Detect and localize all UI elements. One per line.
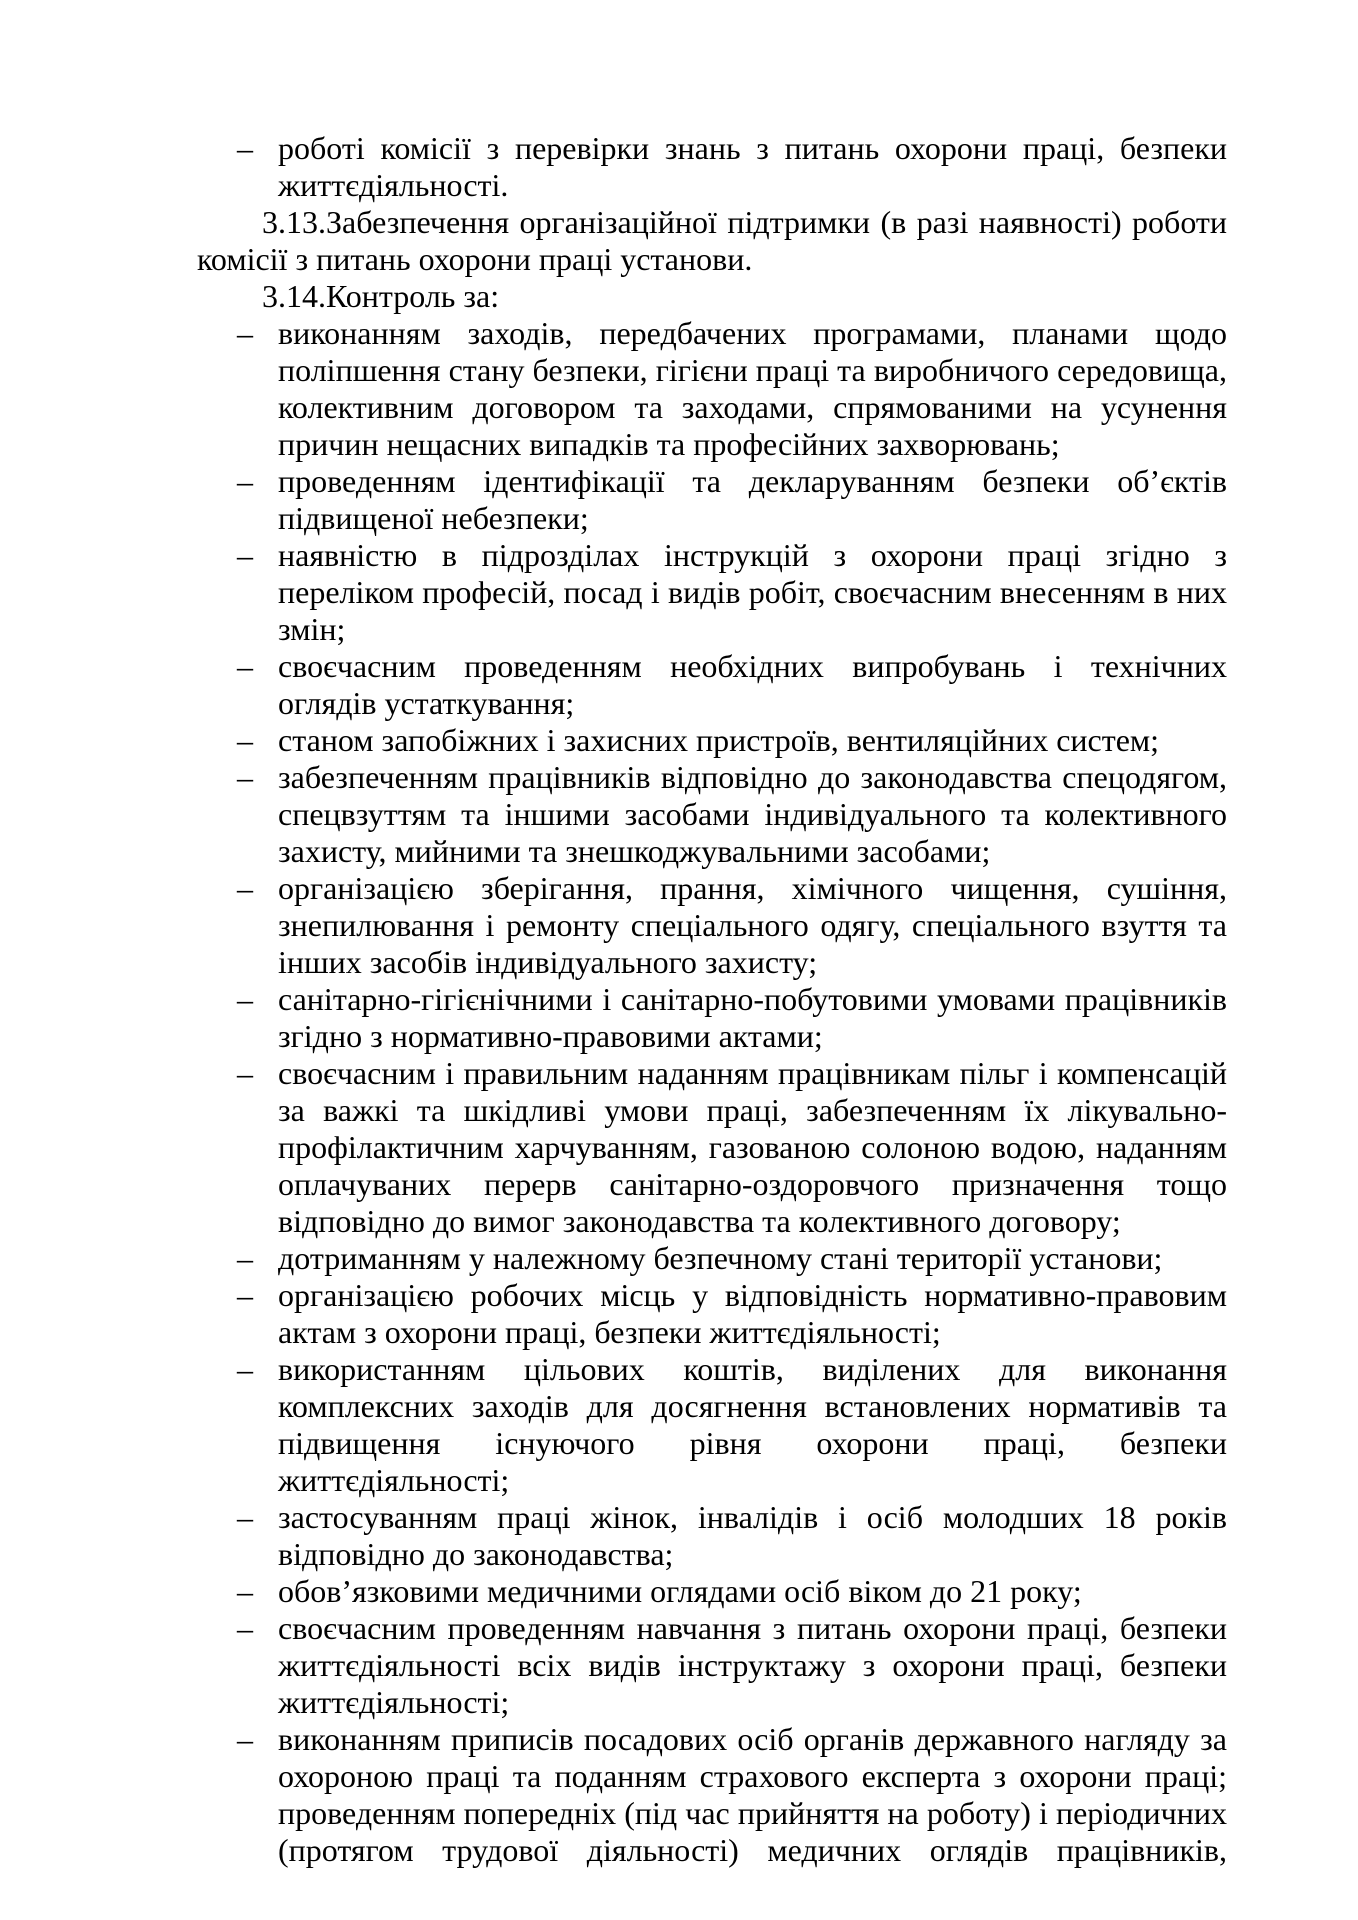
list-item	[197, 1055, 1227, 1240]
list-item	[197, 1610, 1227, 1721]
list-item-text: застосуванням праці жінок, інвалідів і осіб молодших 18 років відповідно до законодавства;	[278, 1499, 1227, 1572]
list-item-text: своєчасним і правильним наданням працівникам пільг і компенсацій за важкі та шкідливі умови праці, забезпеченням їх лікувально-профілактичним харчуванням, газованою солоною водою, наданням оплачуваних перерв санітарно-оздоровчого призначення тощо відповідно до вимог законодавства та колективного договору;	[278, 1055, 1227, 1239]
bullet-dash: –	[237, 1610, 253, 1646]
list-item-text: своєчасним проведенням навчання з питань охорони праці, безпеки життєдіяльності всіх видів інструктажу з охорони праці, безпеки життєдіяльності;	[278, 1610, 1227, 1720]
bullet-dash: –	[237, 130, 253, 166]
leading-bullet-list	[197, 130, 1227, 204]
list-item-text: дотриманням у належному безпечному стані території установи;	[278, 1240, 1163, 1276]
list-item	[197, 315, 1227, 463]
bullet-dash: –	[237, 759, 253, 795]
list-item	[197, 1721, 1227, 1869]
list-item	[197, 870, 1227, 981]
bullet-dash: –	[237, 315, 253, 351]
list-item-text: наявністю в підрозділах інструкцій з охорони праці згідно з переліком професій, посад і видів робіт, своєчасним внесенням в них змін;	[278, 537, 1227, 647]
bullet-dash: –	[237, 1351, 253, 1387]
list-item-text: організацією робочих місць у відповідність нормативно-правовим актам з охорони праці, безпеки життєдіяльності;	[278, 1277, 1227, 1350]
list-item-text: санітарно-гігієнічними і санітарно-побутовими умовами працівників згідно з нормативно-правовими актами;	[278, 981, 1227, 1054]
bullet-dash: –	[237, 870, 253, 906]
clause-3-14-paragraph: 3.14.Контроль за:	[262, 278, 500, 314]
list-item-text: використанням цільових коштів, виділених для виконання комплексних заходів для досягнення встановлених нормативів та підвищення існуючого рівня охорони праці, безпеки життєдіяльності;	[278, 1351, 1227, 1498]
page-content	[197, 130, 1227, 1869]
list-item	[197, 648, 1227, 722]
control-bullet-list	[197, 315, 1227, 1869]
list-item	[197, 1351, 1227, 1499]
bullet-dash: –	[237, 1573, 253, 1609]
bullet-dash: –	[237, 537, 253, 573]
list-item	[197, 1277, 1227, 1351]
list-item	[197, 759, 1227, 870]
bullet-dash: –	[237, 722, 253, 758]
list-item	[197, 1240, 1227, 1277]
clause-3-13-paragraph: 3.13.Забезпечення організаційної підтримки (в разі наявності) роботи комісії з питань охорони праці установи.	[197, 204, 1227, 277]
list-item	[197, 537, 1227, 648]
bullet-dash: –	[237, 981, 253, 1017]
list-item	[197, 722, 1227, 759]
list-item	[197, 1573, 1227, 1610]
list-item	[197, 130, 1227, 204]
bullet-dash: –	[237, 1240, 253, 1276]
list-item	[197, 1499, 1227, 1573]
bullet-dash: –	[237, 1277, 253, 1313]
list-item	[197, 981, 1227, 1055]
list-item-text: обов’язковими медичними оглядами осіб віком до 21 року;	[278, 1573, 1082, 1609]
list-item-text: забезпеченням працівників відповідно до законодавства спецодягом, спецвзуттям та іншими засобами індивідуального та колективного захисту, мийними та знешкоджувальними засобами;	[278, 759, 1227, 869]
bullet-dash: –	[237, 1721, 253, 1757]
bullet-dash: –	[237, 1499, 253, 1535]
bullet-dash: –	[237, 463, 253, 499]
list-item	[197, 463, 1227, 537]
list-item-text: організацією зберігання, прання, хімічного чищення, сушіння, знепилювання і ремонту спеціального одягу, спеціального взуття та інших засобів індивідуального захисту;	[278, 870, 1227, 980]
list-item-text: виконанням заходів, передбачених програмами, планами щодо поліпшення стану безпеки, гігієни праці та виробничого середовища, колективним договором та заходами, спрямованими на усунення причин нещасних випадків та професійних захворювань;	[278, 315, 1227, 462]
list-item-text: станом запобіжних і захисних пристроїв, вентиляційних систем;	[278, 722, 1160, 758]
list-item-text: проведенням ідентифікації та декларуванням безпеки об’єктів підвищеної небезпеки;	[278, 463, 1227, 536]
list-item-text: роботі комісії з перевірки знань з питань охорони праці, безпеки життєдіяльності.	[278, 130, 1227, 203]
list-item-text: виконанням приписів посадових осіб органів державного нагляду за охороною праці та поданням страхового експерта з охорони праці; проведенням попередніх (під час прийняття на роботу) і періодичних (протягом трудової діяльності) медичних оглядів працівників,	[278, 1721, 1227, 1868]
bullet-dash: –	[237, 648, 253, 684]
bullet-dash: –	[237, 1055, 253, 1091]
list-item-text: своєчасним проведенням необхідних випробувань і технічних оглядів устаткування;	[278, 648, 1227, 721]
